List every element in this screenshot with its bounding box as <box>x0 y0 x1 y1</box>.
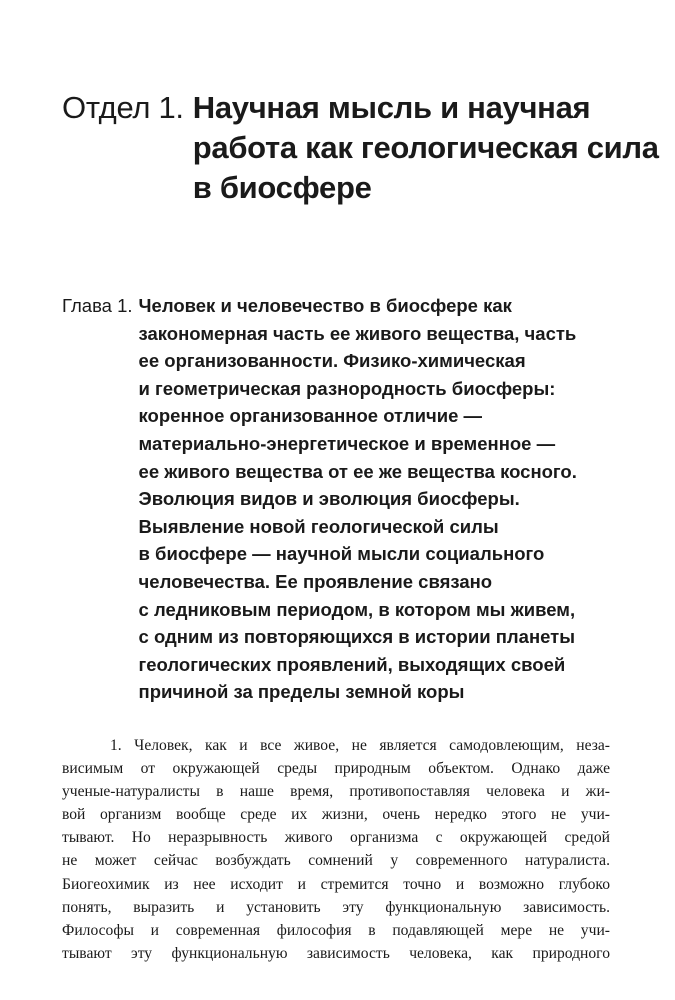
chapter-title-line: и геометрическая разнородность биосферы: <box>138 377 556 399</box>
body-paragraph <box>62 734 610 965</box>
chapter-number: Глава 1. <box>62 295 133 316</box>
chapter-title-line: закономерная часть ее живого вещества, часть <box>138 322 577 344</box>
body-line: Философы и современная философия в подавляющей мере не учи- <box>62 921 610 939</box>
body-line: вой организм вообще среде их жизни, очень нередко этого не учи- <box>62 806 610 824</box>
body-line: понять, выразить и установить эту функциональную зависимость. <box>62 898 610 916</box>
chapter-title-line: материально-энергетическое и временное — <box>138 432 556 454</box>
section-title-line: работа как геологическая сила <box>192 130 659 165</box>
chapter-title <box>139 292 577 706</box>
body-line: Биогеохимик из нее исходит и стремится точно и возможно глубоко <box>62 875 610 893</box>
chapter-title-line: коренное организованное отличие — <box>138 405 483 427</box>
chapter-title-line: Человек и человечество в биосфере как <box>138 295 512 316</box>
section-title-line: Научная мысль и научная <box>192 90 591 125</box>
body-line: не может сейчас возбуждать сомнений у современного натуралиста. <box>62 852 610 870</box>
chapter-title-line: с ледниковым периодом, в котором мы живем, <box>138 598 576 620</box>
body-line: тывают. Но неразрывность живого организма с окружающей средой <box>62 829 610 847</box>
chapter-title-line: ее организованности. Физико-химическая <box>138 350 526 372</box>
body-line: тывают эту функциональную зависимость человека, как природного <box>62 944 610 962</box>
chapter-title-line: геологических проявлений, выходящих своей <box>138 653 566 675</box>
chapter-title-line: с одним из повторяющихся в истории планеты <box>138 626 576 648</box>
chapter-title-line: в биосфере — научной мысли социального <box>138 543 545 565</box>
body-line: висимым от окружающей среды природным объектом. Однако даже <box>62 760 610 778</box>
chapter-title-line: ее живого вещества от ее же вещества косного. <box>138 460 577 482</box>
section-title <box>193 88 659 208</box>
chapter-title-line: Выявление новой геологической силы <box>138 515 499 537</box>
body-line: 1. Человек, как и все живое, не является самодовлеющим, неза- <box>110 737 610 754</box>
chapter-title-line: причиной за пределы земной коры <box>138 681 465 703</box>
section-number: Отдел 1. <box>62 90 184 125</box>
chapter-title-line: человечества. Ее проявление связано <box>138 570 493 592</box>
chapter-title-line: Эволюция видов и эволюция биосферы. <box>138 488 520 510</box>
section-title-line: в биосфере <box>192 170 372 205</box>
body-line: ученые-натуралисты в наше время, противопоставляя человека и жи- <box>62 783 610 801</box>
section-heading <box>62 88 659 208</box>
chapter-heading <box>62 292 622 706</box>
